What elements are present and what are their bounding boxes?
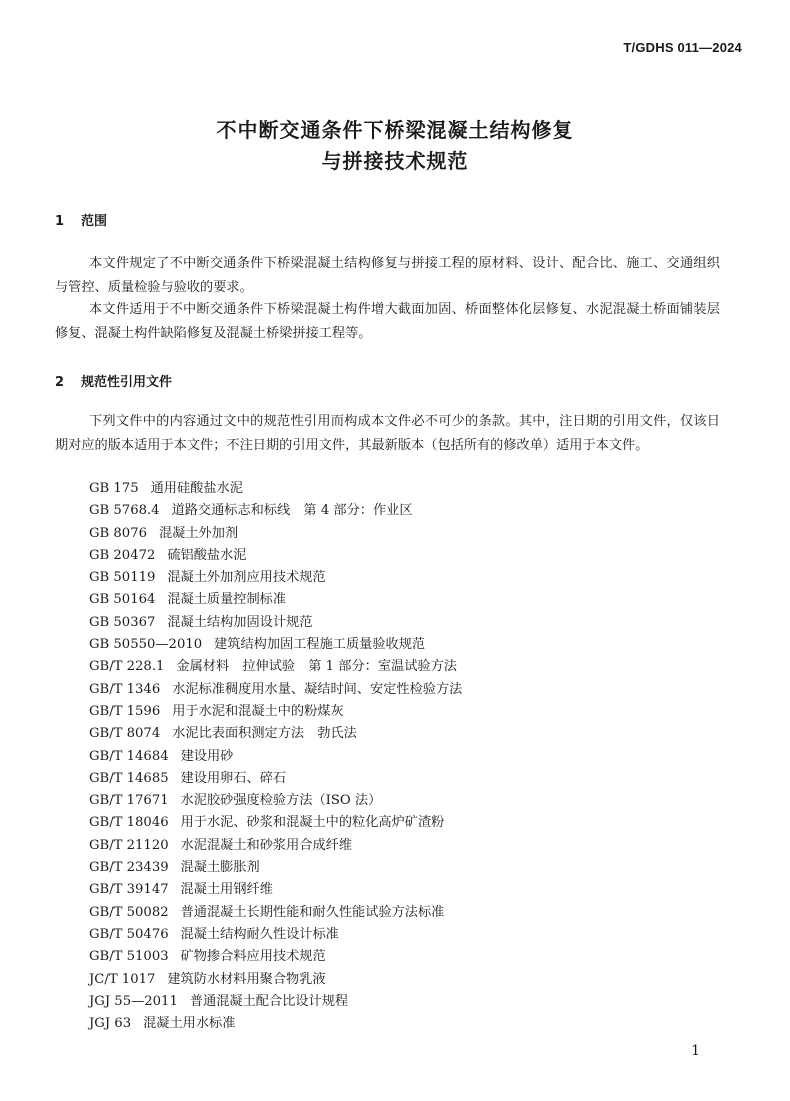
reference-title: 建设用砂 (180, 748, 234, 764)
reference-title: 混凝土质量控制标准 (167, 592, 287, 608)
reference-title: 水泥标准稠度用水量、凝结时间、安定性检验方法 (172, 681, 463, 697)
reference-code: JC/T 1017 (89, 971, 156, 987)
reference-code: GB 20472 (89, 547, 156, 563)
reference-item (89, 567, 462, 589)
reference-title: 混凝土膨胀剂 (180, 860, 260, 876)
reference-code: GB 175 (89, 481, 139, 496)
reference-item (89, 768, 462, 790)
section-2-heading (55, 371, 172, 390)
reference-item (89, 812, 462, 834)
reference-item (89, 634, 462, 656)
reference-code: GB/T 14684 (89, 748, 169, 764)
reference-item (89, 790, 462, 812)
reference-item (89, 1013, 462, 1035)
reference-item (89, 835, 462, 857)
reference-code: GB/T 18046 (89, 815, 169, 831)
reference-item (89, 879, 462, 901)
reference-code: GB/T 21120 (89, 837, 169, 853)
reference-code: JGJ 63 (89, 1016, 132, 1032)
reference-title: 混凝土外加剂 (158, 525, 239, 541)
section-1-heading (55, 210, 107, 229)
reference-title: 混凝土结构加固设计规范 (167, 614, 313, 630)
reference-code: GB/T 1346 (89, 681, 161, 697)
reference-item (89, 500, 462, 522)
reference-code: GB/T 39147 (89, 882, 169, 898)
reference-code: GB 5768.4 (89, 503, 160, 519)
reference-title: 建设用卵石、碎石 (180, 770, 287, 786)
reference-title: 混凝土外加剂应用技术规范 (167, 570, 326, 586)
reference-title: 硫铝酸盐水泥 (167, 547, 247, 563)
reference-title: 道路交通标志和标线 第 4 部分：作业区 (171, 503, 413, 519)
reference-item (89, 969, 462, 991)
reference-item (89, 723, 462, 745)
doc-code: T/GDHS 011—2024 (623, 40, 742, 55)
reference-item (89, 924, 462, 946)
reference-item (89, 545, 462, 567)
reference-title: 建筑结构加固工程施工质量验收规范 (214, 637, 426, 653)
reference-title: 水泥比表面积测定方法 勃氏法 (172, 726, 357, 742)
reference-code: GB/T 17671 (89, 793, 169, 809)
reference-title: 金属材料 拉伸试验 第 1 部分：室温试验方法 (176, 659, 457, 675)
normative-references-list (89, 478, 462, 1035)
reference-item (89, 478, 462, 500)
reference-title: 混凝土结构耐久性设计标准 (180, 926, 339, 942)
reference-title: 水泥混凝土和砂浆用合成纤维 (180, 837, 353, 853)
reference-code: GB 50367 (89, 614, 156, 630)
reference-item (89, 523, 462, 545)
reference-item (89, 902, 462, 924)
reference-code: GB/T 50476 (89, 926, 169, 942)
reference-code: GB 8076 (89, 525, 147, 541)
reference-code: GB/T 8074 (89, 726, 161, 742)
section-title: 范围 (81, 214, 108, 229)
reference-title: 混凝土用水标准 (143, 1016, 236, 1032)
section-1-paragraph: 本文件适用于不中断交通条件下桥梁混凝土构件增大截面加固、桥面整体化层修复、水泥混凝土桥面铺装层修复、混凝土构件缺陷修复及混凝土桥梁拼接工程等。 (55, 302, 720, 341)
reference-title: 混凝土用钢纤维 (180, 882, 273, 898)
reference-title: 用于水泥、砂浆和混凝土中的粒化高炉矿渣粉 (180, 815, 445, 831)
reference-code: GB/T 50082 (89, 904, 169, 920)
reference-code: GB 50119 (89, 570, 156, 586)
section-2-paragraph: 下列文件中的内容通过文中的规范性引用而构成本文件必不可少的条款。其中，注日期的引用文件，仅该日期对应的版本适用于本文件；不注日期的引用文件，其最新版本（包括所有的修改单）适用于本文件。 (55, 414, 720, 453)
reference-code: GB 50550—2010 (89, 637, 203, 653)
reference-code: GB/T 14685 (89, 770, 169, 786)
reference-code: GB 50164 (89, 592, 156, 608)
reference-code: GB/T 23439 (89, 860, 169, 876)
reference-code: GB/T 51003 (89, 949, 169, 965)
reference-title: 水泥胶砂强度检验方法（ISO 法） (180, 793, 382, 809)
reference-item (89, 656, 462, 678)
reference-item (89, 612, 462, 634)
page-number: 1 (691, 1043, 700, 1059)
reference-title: 建筑防水材料用聚合物乳液 (167, 971, 326, 987)
reference-code: GB/T 1596 (89, 703, 161, 719)
reference-item (89, 946, 462, 968)
reference-title: 用于水泥和混凝土中的粉煤灰 (172, 703, 344, 719)
section-title: 规范性引用文件 (81, 375, 173, 390)
reference-code: JGJ 55—2011 (89, 993, 178, 1009)
document-title-line-1: 不中断交通条件下桥梁混凝土结构修复 (216, 118, 574, 142)
section-number: 1 (55, 214, 65, 229)
reference-title: 普通混凝土配合比设计规程 (189, 993, 349, 1009)
section-1-paragraph: 本文件规定了不中断交通条件下桥梁混凝土结构修复与拼接工程的原材料、设计、配合比、施工、交通组织与管控、质量检验与验收的要求。 (55, 256, 720, 295)
reference-item (89, 679, 462, 701)
section-number: 2 (55, 375, 65, 390)
reference-item (89, 589, 462, 611)
reference-title: 通用硅酸盐水泥 (150, 481, 243, 496)
reference-item (89, 701, 462, 723)
reference-code: GB/T 228.1 (89, 659, 165, 675)
document-title-line-2: 与拼接技术规范 (321, 149, 469, 173)
reference-item (89, 857, 462, 879)
reference-item (89, 991, 462, 1013)
reference-item (89, 746, 462, 768)
reference-title: 矿物掺合料应用技术规范 (180, 949, 326, 965)
reference-title: 普通混凝土长期性能和耐久性能试验方法标准 (180, 904, 445, 920)
